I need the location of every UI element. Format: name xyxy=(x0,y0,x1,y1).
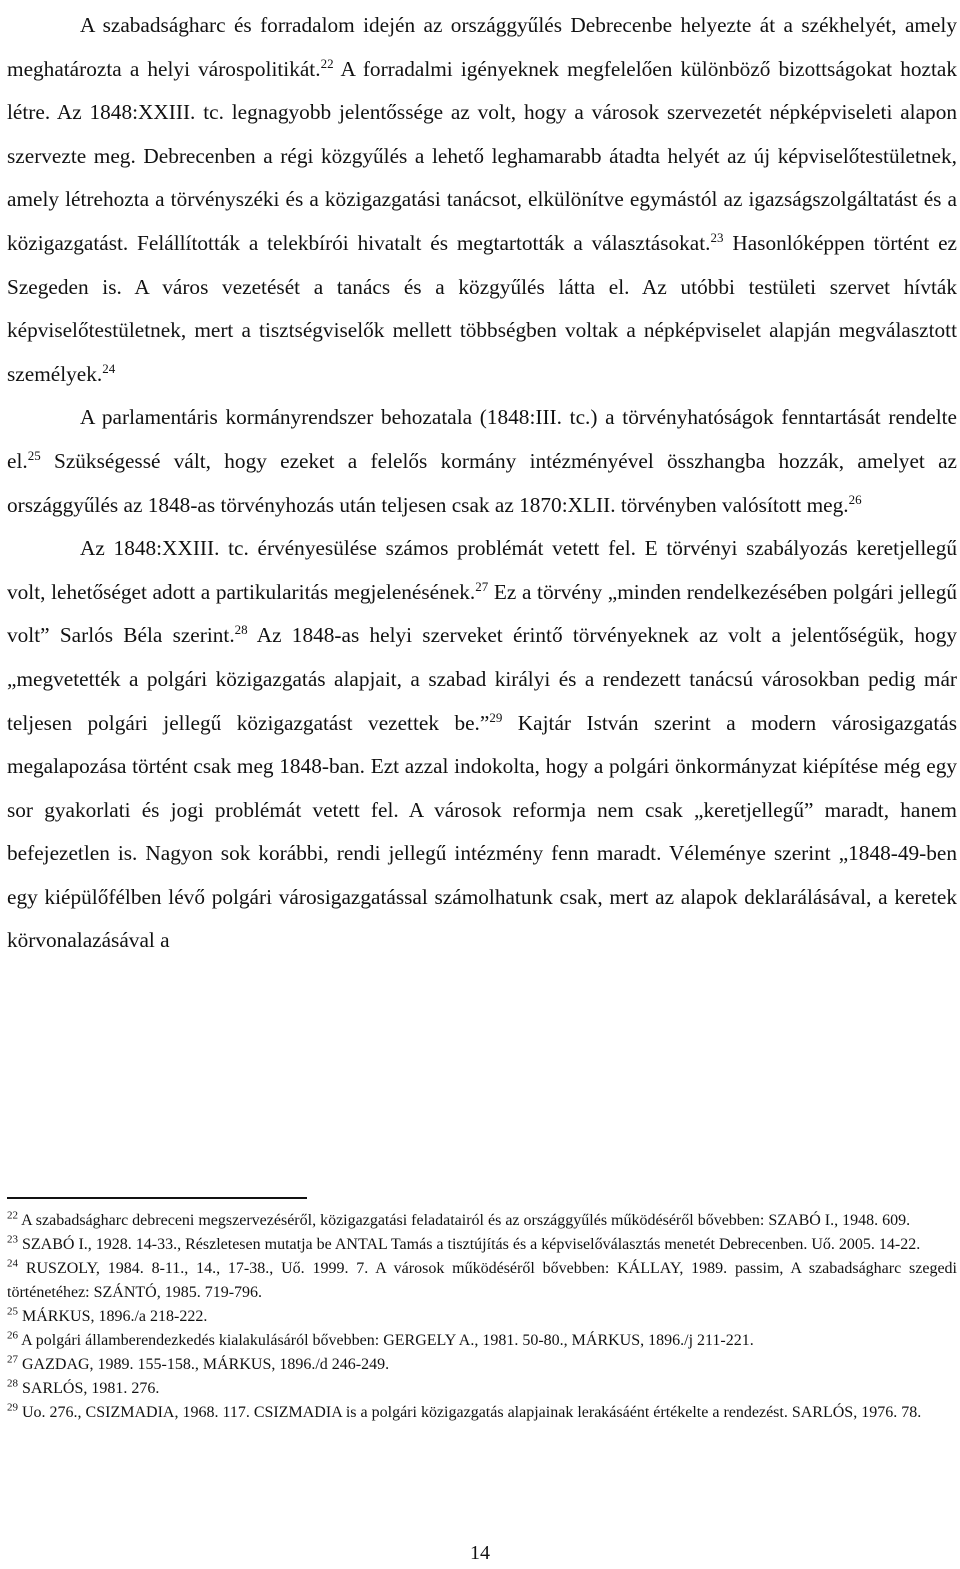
text-run: A parlamentáris kormányrendszer behozatala (1848:III. tc.) a törvényhatóságok fenntartását rendelte el. xyxy=(7,405,957,473)
footnote xyxy=(7,1329,957,1353)
page-number: 14 xyxy=(470,1542,490,1564)
paragraph-3 xyxy=(7,527,957,963)
footnote xyxy=(7,1233,957,1257)
footnote-text: GAZDAG, 1989. 155-158., MÁRKUS, 1896./d 246-249. xyxy=(18,1356,390,1373)
text-run: Ez a törvény „minden rendelkezésében polgári jellegű volt” Sarlós Béla szerint. xyxy=(7,579,958,648)
text-run: Kajtár István szerint a modern városigazgatás megalapozása történt csak meg 1848-ban. Ezt azzal indokolta, hogy a polgári önkormányzat kiépítése még egy sor gyakorlati és jogi problémát vetett fel. A városok reformja nem csak „keretjellegű” maradt, hanem befejezetlen is. Nagyon sok korábbi, rendi jellegű intézmény fenn maradt. Véleménye szerint „1848-49-ben egy kiépülőfélben lévő polgári városigazgatással számolhatunk csak, mert az alapok deklarálásával, a keretek körvonalazásával a xyxy=(7,710,957,953)
body-text xyxy=(7,0,957,963)
footnote-ref-25[interactable]: 25 xyxy=(27,447,41,463)
footnote-number: 26 xyxy=(7,1329,18,1342)
footnote-text: MÁRKUS, 1896./a 218-222. xyxy=(18,1308,208,1325)
footnote-ref-29[interactable]: 29 xyxy=(489,709,503,725)
text-run: Hasonlóképpen történt ez Szegeden is. A város vezetését a tanács és a közgyűlés látta el. Az utóbbi testületi szervet hívták képviselőtestületnek, mert a tisztségviselők mellett többségben voltak a népképviselet alapján megválasztott személyek. xyxy=(7,230,957,386)
footnote-separator xyxy=(7,1197,307,1199)
footnote-number: 23 xyxy=(7,1233,18,1246)
footnote-number: 29 xyxy=(7,1401,18,1414)
footnote-text: RUSZOLY, 1984. 8-11., 14., 17-38., Uő. 1999. 7. A városok működéséről bővebben: KÁLLAY, 1989. passim, A szabadságharc szegedi történetéhez: SZÁNTÓ, 1985. 719-796. xyxy=(7,1260,957,1301)
paragraph-2 xyxy=(7,396,957,527)
footnote xyxy=(7,1257,957,1305)
footnote xyxy=(7,1305,957,1329)
footnote-ref-24[interactable]: 24 xyxy=(102,360,116,376)
footnote-text: Uo. 276., CSIZMADIA, 1968. 117. CSIZMADIA is a polgári közigazgatás alapjainak lerakásáént értékelte a rendezést. SARLÓS, 1976. 78. xyxy=(18,1404,922,1421)
text-run: A forradalmi igényeknek megfelelően különböző bizottságokat hoztak létre. Az 1848:XXIII. tc. legnagyobb jelentőssége az volt, hogy a városok szervezetét népképviseleti alapon szervezte meg. Debrecenben a régi közgyűlés a lehető leghamarabb átadta helyét az új képviselőtestületnek, amely létrehozta a törvényszéki és a közigazgatási tanácsot, elkülönítve egymástól az igazságszolgáltatást és a közigazgatást. Felállították a telekbírói hivatalt és megtartották a választásokat. xyxy=(7,56,957,255)
footnote xyxy=(7,1401,957,1425)
footnote xyxy=(7,1353,957,1377)
footnote-text: SZABÓ I., 1928. 14-33., Részletesen mutatja be ANTAL Tamás a tisztújítás és a képviselőválasztás menetét Debrecenben. Uő. 2005. 14-22. xyxy=(18,1236,921,1253)
footnote-number: 27 xyxy=(7,1353,18,1366)
text-run: Az 1848-as helyi szerveket érintő törvényeknek az volt a jelentőségük, hogy „megvetették a polgári közigazgatás alapjait, a szabad királyi és a rendezett tanácsú városokban pedig már teljesen polgári jellegű közigazgatást vezettek be.” xyxy=(7,623,958,735)
text-run: Szükségessé vált, hogy ezeket a felelős kormány intézményével összhangba hozzák, amelyet az országgyűlés az 1848-as törvényhozás után teljesen csak az 1870:XLII. törvényben valósított meg. xyxy=(7,448,957,517)
footnote-ref-23[interactable]: 23 xyxy=(710,229,724,245)
footnote-ref-22[interactable]: 22 xyxy=(320,55,334,71)
footnote-number: 22 xyxy=(7,1209,18,1222)
text-run: A szabadságharc és forradalom idején az országgyűlés Debrecenbe helyezte át a székhelyét, amely meghatározta a helyi várospolitikát. xyxy=(7,13,957,81)
footnote xyxy=(7,1209,957,1233)
text-run: Az 1848:XXIII. tc. érvényesülése számos problémát vetett fel. E törvényi szabályozás keretjellegű volt, lehetőséget adott a partikularitás megjelenésének. xyxy=(7,536,957,604)
document-page xyxy=(7,0,958,1421)
paragraph-1 xyxy=(7,4,957,396)
footnote-text: A polgári államberendezkedés kialakulásáról bővebben: GERGELY A., 1981. 50-80., MÁRKUS, 1896./j 211-221. xyxy=(18,1332,754,1349)
footnote-ref-28[interactable]: 28 xyxy=(234,622,248,638)
footnote-text: A szabadságharc debreceni megszervezéséről, közigazgatási feladatairól és az országgyűlés működéséről bővebben: SZABÓ I., 1948. 609. xyxy=(18,1212,911,1229)
footnote-number: 25 xyxy=(7,1305,18,1318)
footnote xyxy=(7,1377,957,1401)
footnote-text: SARLÓS, 1981. 276. xyxy=(18,1380,160,1397)
footnote-ref-26[interactable]: 26 xyxy=(848,491,862,507)
footnotes xyxy=(7,1209,957,1425)
footnote-number: 28 xyxy=(7,1377,18,1390)
footnote-number: 24 xyxy=(7,1257,18,1270)
footnote-ref-27[interactable]: 27 xyxy=(475,578,489,594)
